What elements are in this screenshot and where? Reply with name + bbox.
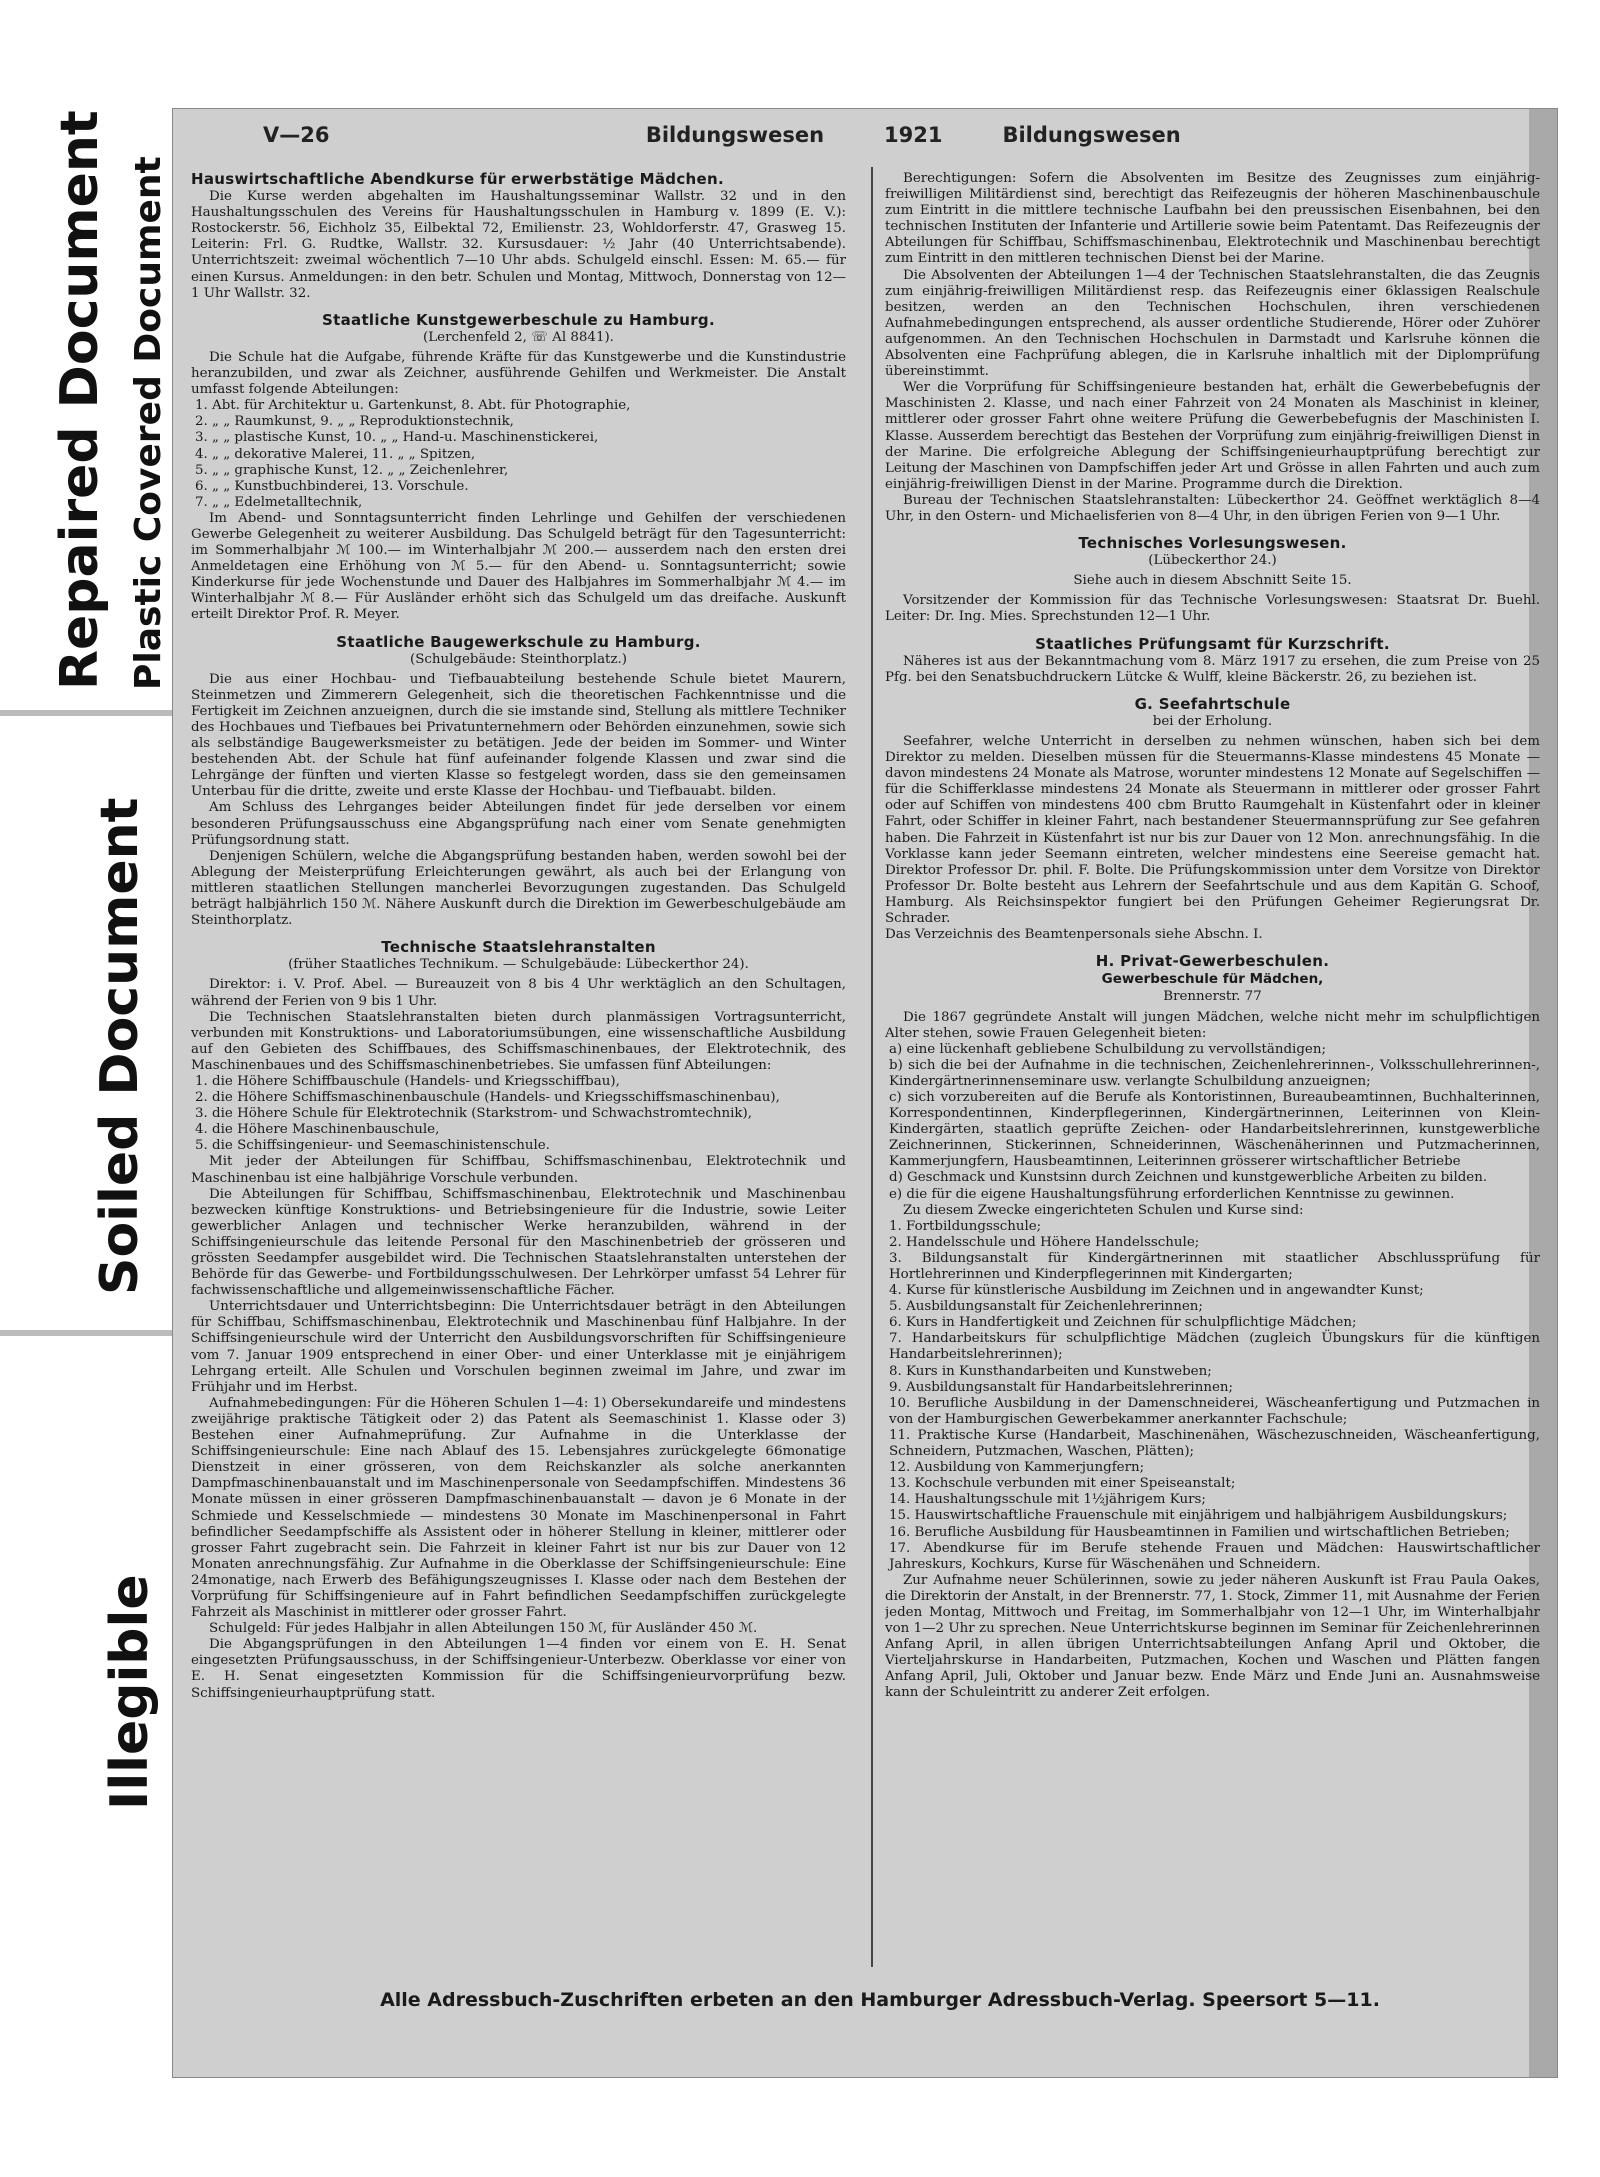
list-item: 14. Haushaltungsschule mit 1½jährigem Kurs;: [889, 1492, 1206, 1508]
list-item: 5. Ausbildungsanstalt für Zeichenlehrerinnen;: [889, 1299, 1203, 1315]
list-item: d) Geschmack und Kunstsinn durch Zeichnen und kunstgewerbliche Arbeiten zu bilden.: [889, 1170, 1488, 1186]
paragraph: Direktor: i. V. Prof. Abel. — Bureauzeit von 8 bis 4 Uhr werktäglich an den Schultagen, während der Ferien von 9 bis 1 Uhr.: [191, 977, 846, 1009]
section-address: Brennerstr. 77: [1163, 989, 1262, 1005]
list-item: 11. Praktische Kurse (Handarbeit, Maschinenähen, Wäschezuschneiden, Wäscheanfertigung, Schneidern, Putzmachen, Waschen, Plätten);: [889, 1427, 1540, 1460]
list-item: 1. Fortbildungsschule;: [889, 1218, 1042, 1234]
section-title: Hauswirtschaftliche Abendkurse für erwerbstätige Mädchen.: [191, 171, 724, 188]
list-item: 7. Handarbeitskurs für schulpflichtige Mädchen (zugleich Übungskurs für die künftigen Handarbeitslehrerinnen);: [889, 1331, 1540, 1363]
label-repaired: Repaired Document: [50, 110, 110, 690]
paragraph: Schulgeld: Für jedes Halbjahr in allen Abteilungen 150 ℳ, für Ausländer 450 ℳ.: [209, 1621, 758, 1637]
list-item: e) die für die eigene Haushaltungsführung erforderlichen Kenntnisse zu gewinnen.: [889, 1186, 1455, 1202]
section-title: Staatliches Prüfungsamt für Kurzschrift.: [1035, 634, 1390, 653]
paragraph: Zu diesem Zwecke eingerichteten Schulen und Kurse sind:: [903, 1202, 1304, 1218]
list-item: 3. die Höhere Schule für Elektrotechnik (Starkstrom- und Schwachstromtechnik),: [195, 1106, 752, 1122]
page-header: [263, 123, 1497, 153]
paragraph: Berechtigungen: Sofern die Absolventen im Besitze des Zeugnisses zum einjährig-freiwilligen Militärdienst sind, berechtigt das Reifezeugnis der höheren Maschinenbauschule zum Eintritt in die mittlere technische Laufbahn bei den preussischen Eisenbahnen, bei den technischen Instituten der Infanterie und Artillerie sowie beim Patentamt. Das Reifezeugnis der Abteilungen für Schiffbau, Schiffsmaschinenbau, Elektrotechnik und Maschinenbau berechtigt zum Eintritt in den mittleren technischen Dienst bei der Marine.: [885, 171, 1540, 267]
paragraph: Die Abgangsprüfungen in den Abteilungen 1—4 finden vor einem von E. H. Senat eingesetzten Prüfungsausschuss, in der Schiffsingenieur-Unterbezw. Oberklasse vor einer von E. H. Senat eingesetzten Kommission für die Schiffsingenieurvorprüfung bezw. Schiffsingenieurhauptprüfung statt.: [191, 1637, 846, 1701]
label-soiled: Soiled Document: [90, 797, 150, 1295]
label-box-repaired: [0, 110, 180, 705]
header-section-right: Bildungswesen: [1002, 123, 1181, 147]
course-list: [885, 1219, 1540, 1573]
right-column: [885, 171, 1540, 1961]
label-box-soiled: [0, 750, 180, 1310]
label-box-illegible: [0, 1430, 180, 1850]
paragraph: Die Abteilungen für Schiffbau, Schiffsmaschinenbau, Elektrotechnik und Maschinenbau bezwecken künftige Konstruktions- und Betriebsingenieure für die Industrie, sowie Leiter gewerblicher Anlagen und technischer Werke heranzubilden, während in der Schiffsingenieurschule das leitende Personal für den Maschinenbetrieb der grösseren und grössten Seedampfer ausgebildet wird. Die Technischen Staatslehranstalten unterstehen der Behörde für das Gewerbe- und Fortbildungsschulwesen. Der Lehrkörper umfasst 54 Lehrer für fachwissenschaftliche und allgemeinwissenschaftliche Fächer.: [191, 1186, 846, 1299]
section-subtitle: (Schulgebäude: Steinthorplatz.): [410, 651, 627, 667]
condition-labels: [0, 0, 180, 2177]
label-illegible: Illegible: [100, 1574, 160, 1810]
section-title: H. Privat-Gewerbeschulen.: [1095, 952, 1330, 971]
paragraph: Die aus einer Hochbau- und Tiefbauabteilung bestehende Schule bietet Maurern, Steinmetzen und Zimmerern Gelegenheit, sich die theoretischen Fachkenntnisse und die Fertigkeit im Zeichnen anzueignen, durch die sie imstande sind, Stellung als mittlere Techniker des Hochbaues und Tiefbaues bei Privatunternehmern oder Behörden einzunehmen, sowie sich als selbständige Baugewerksmeister zu betätigen. Jede der beiden im Sommer- und Winter bestehenden Abt. der Schule hat fünf aufeinander folgende Klassen und zwar sind die Lehrgänge der fünften und vierten Klasse so festgelegt worden, dass sie den gemeinsamen Unterbau für die dritte, zweite und erste Klasse der Hochbau- und Tiefbauabt. bilden.: [191, 671, 846, 800]
header-year: 1921: [884, 123, 943, 147]
list-item: b) sich die bei der Aufnahme in die technischen, Zeichenlehrerinnen-, Volksschullehrerinnen-, Kindergärtnerinnenseminare usw. verlangte Schulbildung anzueignen;: [889, 1057, 1540, 1089]
section-title: Technisches Vorlesungswesen.: [1078, 534, 1347, 553]
list-item: c) sich vorzubereiten auf die Berufe als Kontoristinnen, Bureaubeamtinnen, Buchhalterinnen, Korrespondentinnen, Kinderpflegerinnen, Kindergärtnerinnen, Leiterinnen von Klein-Kindergärten, staatlich geprüfte Zeichen- oder Handarbeitslehrerinnen, kunstgewerbliche Zeichnerinnen, Stickerinnen, Schneiderinnen, Wäschenäherinnen und Putzmacherinnen, Kammerjungfern, Hausbeamtinnen, Leiterinnen grösserer wirtschaftlicher Betriebe: [889, 1089, 1540, 1170]
paragraph: Mit jeder der Abteilungen für Schiffbau, Schiffsmaschinenbau, Elektrotechnik und Maschinenbau ist eine halbjährige Vorschule verbunden.: [191, 1154, 846, 1186]
left-column: [191, 171, 846, 1961]
list-item: 3. „ „ plastische Kunst, 10. „ „ Hand-u. Maschinenstickerei,: [195, 430, 599, 446]
list-item: 17. Abendkurse für im Berufe stehende Frauen und Mädchen: Hauswirtschaftlicher Jahreskurs, Kochkurs, Kurse für Wäschenähen und Schneidern.: [889, 1540, 1540, 1572]
label-separator: [0, 710, 180, 716]
list-item: 2. die Höhere Schiffsmaschinenbauschule (Handels- und Kriegsschiffsmaschinenbau),: [195, 1090, 780, 1106]
list-item: 13. Kochschule verbunden mit einer Speiseanstalt;: [889, 1476, 1236, 1492]
paragraph: Die Schule hat die Aufgabe, führende Kräfte für das Kunstgewerbe und die Kunstindustrie heranzubilden, und zwar als Zeichner, ausführende Gehilfen und Werkmeister. Die Anstalt umfasst folgende Abteilungen:: [191, 349, 846, 398]
page-footer: Alle Adressbuch-Zuschriften erbeten an den Hamburger Adressbuch-Verlag. Speersort 5—11.: [380, 1989, 1380, 2011]
paragraph: Denjenigen Schülern, welche die Abgangsprüfung bestanden haben, werden sowohl bei der Ablegung der Meisterprüfung Erleichterungen gewährt, als auch bei der Erlangung von mittleren staatlichen Stellungen mancherlei Bevorzugungen zugestanden. Das Schulgeld beträgt halbjährlich 150 ℳ. Nähere Auskunft durch die Direktion im Gewerbeschulgebäude am Steinthorplatz.: [191, 848, 846, 929]
department-list: [191, 398, 846, 511]
list-item: 1. die Höhere Schiffbauschule (Handels- und Kriegsschiffbau),: [195, 1073, 620, 1089]
paragraph: Die Technischen Staatslehranstalten bieten durch planmässigen Vortragsunterricht, verbunden mit Konstruktions- und Laboratoriumsübungen, eine wissenschaftliche Ausbildung auf den Gebieten des Schiffbaues, des Schiffsmaschinenbaues, der Elektrotechnik, des Maschinenbaues und des Schiffsmaschinenbetriebes. Sie umfassen fünf Abteilungen:: [191, 1009, 846, 1073]
section-title: Staatliche Kunstgewerbeschule zu Hamburg.: [322, 310, 715, 329]
column-divider: [871, 167, 873, 1967]
paragraph: Die Kurse werden abgehalten im Haushaltungsseminar Wallstr. 32 und in den Haushaltungsschulen des Vereins für Haushaltungsschulen in Hamburg v. 1899 (E. V.): Rostockerstr. 56, Eichholz 35, Eilbektal 72, Emilienstr. 23, Wohldorferstr. 47, Grasweg 15. Leiterin: Frl. G. Rudtke, Wallstr. 32. Kursusdauer: ½ Jahr (40 Unterrichtsabende). Unterrichtszeit: zweimal wöchentlich 7—10 Uhr abds. Schulgeld einschl. Essen: M. 65.— für einen Kursus. Anmeldungen: in den betr. Schulen und Montag, Mittwoch, Donnerstag von 12—1 Uhr Wallstr. 32.: [191, 189, 846, 301]
paragraph: Im Abend- und Sonntagsunterricht finden Lehrlinge und Gehilfen der verschiedenen Gewerbe Gelegenheit zu weiterer Ausbildung. Das Schulgeld beträgt für den Tagesunterricht: im Sommerhalbjahr ℳ 100.— im Winterhalbjahr ℳ 200.— ausserdem nach den ersten drei Anmeldetagen eine Erhöhung von ℳ 5.— für den Abend- u. Sonntagsunterricht; sowie Kinderkurse für jede Wochenstunde und Dauer des Halbjahres im Sommerhalbjahr ℳ 4.— im Winterhalbjahr ℳ 8.— Für Ausländer erhöht sich das Schulgeld um das dreifache. Auskunft erteilt Direktor Prof. R. Meyer.: [191, 510, 846, 623]
paragraph: Vorsitzender der Kommission für das Technische Vorlesungswesen: Staatsrat Dr. Buehl. Leiter: Dr. Ing. Mies. Sprechstunden 12—1 Uhr.: [885, 593, 1540, 625]
section-subtitle: bei der Erholung.: [1152, 713, 1273, 729]
paragraph: Zur Aufnahme neuer Schülerinnen, sowie zu jeder näheren Auskunft ist Frau Paula Oakes, die Direktorin der Anstalt, in der Brennerstr. 77, 1. Stock, Zimmer 11, mit Ausnahme der Ferien jeden Montag, Mittwoch und Freitag, im Sommerhalbjahr von 12—1 Uhr, im Winterhalbjahr von 1—2 Uhr zu sprechen. Neue Unterrichtskurse beginnen im Seminar für Zeichenlehrerinnen Anfang April, in allen übrigen Unterrichtsabteilungen Anfang April und Oktober, die Vierteljahrskurse in Handarbeiten, Putzmachen, Kochen und Waschen und Plätten fangen Anfang April, Juli, Oktober und Januar bezw. Ende März und Ende Juni an. Ausnahmsweise kann der Schuleintritt zu anderer Zeit erfolgen.: [885, 1572, 1540, 1701]
list-item: 16. Berufliche Ausbildung für Hausbeamtinnen in Familien und wirtschaftlichen Betrieben;: [889, 1524, 1510, 1540]
paragraph: Näheres ist aus der Bekanntmachung vom 8. März 1917 zu ersehen, die zum Preise von 25 Pfg. bei den Senatsbuchdruckern Lütcke & Wulff, kleine Bäckerstr. 26, zu beziehen ist.: [885, 653, 1540, 685]
paragraph: Die Absolventen der Abteilungen 1—4 der Technischen Staatslehranstalten, die das Zeugnis zum einjährig-freiwilligen Militärdienst resp. das Reifezeugnis einer 6klassigen Realschule besitzen, werden an den Technischen Hochschulen, ihren verschiedenen Aufnahmebedingungen entsprechend, als ausser ordentliche Studierende, Hörer oder Zuhörer aufgenommen. An den Technischen Hochschulen in Darmstadt und Karlsruhe können die Absolventen eine Fachprüfung ablegen, die in Karlsruhe inhaltlich mit der Diplomprüfung übereinstimmt.: [885, 267, 1540, 380]
paragraph: Bureau der Technischen Staatslehranstalten: Lübeckerthor 24. Geöffnet werktäglich 8—4 Uhr, in den Ostern- und Michaelisferien von 8—4 Uhr, in den übrigen Ferien von 9—1 Uhr.: [885, 492, 1540, 524]
section-title: G. Seefahrtschule: [1134, 694, 1291, 713]
section-subtitle: (Lübeckerthor 24.): [1148, 553, 1277, 569]
list-item: 12. Ausbildung von Kammerjungfern;: [889, 1460, 1145, 1476]
paragraph: Die 1867 gegründete Anstalt will jungen Mädchen, welche nicht mehr im schulpflichtigen Alter stehen, sowie Frauen Gelegenheit bieten:: [885, 1009, 1540, 1041]
scanned-page: [172, 108, 1558, 2078]
list-item: 2. Handelsschule und Höhere Handelsschule;: [889, 1234, 1200, 1250]
paragraph: Seefahrer, welche Unterricht in derselben zu nehmen wünschen, haben sich bei dem Direktor zu melden. Dieselben müssen für die Steuermanns-Klasse mindestens 45 Monate — davon mindestens 24 Monate als Matrose, worunter mindestens 12 Monate auf Segelschiffen — für die Schifferklasse mindestens 24 Monate als Steuermann in mittlerer oder grosser Fahrt oder auf Schiffen von mindestens 400 cbm Brutto Raumgehalt in Küstenfahrt oder in kleiner Fahrt, oder Schiffer in kleiner Fahrt, nach bestandener Steuermannsprüfung zur See gefahren haben. Die Fahrzeit in Küstenfahrt ist nur bis zur Dauer von 12 Mon. anrechnungsfähig. In die Vorklasse kann jeder Seemann eintreten, welcher mindestens eine Seereise gemacht hat. Direktor Professor Dr. phil. F. Bolte. Die Prüfungskommission unter dem Vorsitze von Direktor Professor Dr. Bolte besteht aus Lehrern der Seefahrtschule und aus dem Kapitän G. Schoof, Hamburg. Als Reichsinspektor fungiert bei den Prüfungen Geheimer Regierungsrat Dr. Schrader.: [885, 734, 1540, 927]
purpose-list: [885, 1042, 1540, 1203]
list-item: 5. „ „ graphische Kunst, 12. „ „ Zeichenlehrer,: [195, 462, 509, 478]
paragraph: Wer die Vorprüfung für Schiffsingenieure bestanden hat, erhält die Gewerbebefugnis der Maschinisten 2. Klasse, und nach einer Fahrzeit von 24 Monaten als Maschinist in kleiner, mittlerer oder grosser Fahrt ohne weitere Prüfung die Gewerbebefugnis der Maschinisten I. Klasse. Ausserdem berechtigt das Bestehen der Vorprüfung zum einjährig-freiwilligen Dienst in der Marine. Die erfolgreiche Ablegung der Schiffsingenieurhauptprüfung berechtigt zur Leitung der Maschinen von Dampfschiffen jeder Art und Grösse in allen Fahrten und auch zum einjährig-freiwilligen Dienst in der Marine. Programme durch die Direktion.: [885, 380, 1540, 492]
section-title: Technische Staatslehranstalten: [381, 938, 656, 957]
list-item: 6. Kurs in Handfertigkeit und Zeichnen für schulpflichtige Mädchen;: [889, 1315, 1357, 1331]
paragraph: Unterrichtsdauer und Unterrichtsbeginn: Die Unterrichtsdauer beträgt in den Abteilungen für Schiffbau, Schiffsmaschinenbau, Elektrotechnik und Maschinenbau fünf Halbjahre. In der Schiffsingenieurschule wird der Unterricht den Ausbildungsvorschriften für Schiffsingenieure vom 7. Januar 1909 entsprechend in einer Ober- und einer Unterklasse mit je einjährigem Lehrgang erteilt. Alle Schulen und Vorschulen beginnen zweimal im Jahre, und zwar im Frühjahr und im Herbst.: [191, 1299, 846, 1395]
department-list: [191, 1074, 846, 1154]
list-item: 4. die Höhere Maschinenbauschule,: [195, 1122, 440, 1138]
list-item: 8. Kurs in Kunsthandarbeiten und Kunstweben;: [889, 1363, 1212, 1379]
paragraph: Aufnahmebedingungen: Für die Höheren Schulen 1—4: 1) Obersekundareife und mindestens zweijährige praktische Tätigkeit oder 2) das Patent als Seemaschinist 1. Klasse oder 3) Bestehen einer Aufnahmeprüfung. Zur Aufnahme in die Unterklasse der Schiffsingenieurschule: Eine nach Ablauf des 15. Lebensjahres zurückgelegte 66monatige Dienstzeit in einer grösseren, von dem Reichskanzler als solche anerkannten Dampfmaschinenbauanstalt und im Maschinenpersonale von Seedampfschiffen. Mindestens 36 Monate müssen in einer grösseren Dampfmaschinenbauanstalt — davon je 6 Monate in der Schmiede und Kesselschmiede — mindestens 30 Monate im Maschinenpersonal in Fahrt befindlicher Seedampfschiffe als Assistent oder in höherer Stellung in kleiner, mittlerer oder grosser Fahrt zugebracht sein. Die Fahrzeit in kleiner Fahrt ist nur bis zur Dauer von 12 Monaten anrechnungsfähig. Zur Aufnahme in die Oberklasse der Schiffsingenieurschule: Eine 24monatige, nach Erwerb des Befähigungszeugnisses I. Klasse oder nach dem Bestehen der Vorprüfung für Schiffsingenieure auf in Fahrt befindlichen Seedampfschiffen zurückgelegte Fahrzeit als Maschinist in mittlerer oder grosser Fahrt.: [191, 1395, 846, 1621]
list-item: 9. Ausbildungsanstalt für Handarbeitslehrerinnen;: [889, 1379, 1234, 1395]
list-item: 6. „ „ Kunstbuchbinderei, 13. Vorschule.: [195, 478, 469, 494]
list-item: 4. „ „ dekorative Malerei, 11. „ „ Spitzen,: [195, 446, 476, 462]
list-item: a) eine lückenhaft gebliebene Schulbildung zu vervollständigen;: [889, 1041, 1326, 1057]
list-item: 3. Bildungsanstalt für Kindergärtnerinnen mit staatlicher Abschlussprüfung für Hortlehrerinnen und Kinderpflegerinnen mit Kindergarten;: [889, 1250, 1540, 1282]
section-note: Siehe auch in diesem Abschnitt Seite 15.: [1073, 573, 1352, 589]
list-item: 5. die Schiffsingenieur- und Seemaschinistenschule.: [195, 1138, 550, 1154]
list-item: 4. Kurse für künstlerische Ausbildung im Zeichnen und in angewandter Kunst;: [889, 1283, 1424, 1299]
list-item: 1. Abt. für Architektur u. Gartenkunst, 8. Abt. für Photographie,: [195, 398, 631, 414]
section-subtitle: (früher Staatliches Technikum. — Schulgebäude: Lübeckerthor 24).: [288, 957, 749, 973]
label-plastic-covered: Plastic Covered Document: [128, 156, 169, 690]
list-item: 2. „ „ Raumkunst, 9. „ „ Reproduktionstechnik,: [195, 414, 514, 430]
page-number: V—26: [263, 123, 330, 147]
section-subtitle: Gewerbeschule für Mädchen,: [1101, 971, 1324, 988]
list-item: 10. Berufliche Ausbildung in der Damenschneiderei, Wäscheanfertigung und Putzmachen in von der Hamburgischen Gewerbekammer anerkannter Fachschule;: [889, 1395, 1540, 1427]
paragraph: Das Verzeichnis des Beamtenpersonals siehe Abschn. I.: [885, 927, 1263, 943]
label-separator: [0, 1330, 180, 1336]
header-section-left: Bildungswesen: [645, 123, 825, 147]
list-item: 7. „ „ Edelmetalltechnik,: [195, 494, 363, 510]
list-item: 15. Hauswirtschaftliche Frauenschule mit einjährigem und halbjährigem Ausbildungskurs;: [889, 1508, 1508, 1524]
section-subtitle: (Lerchenfeld 2, ☏ Al 8841).: [423, 329, 614, 345]
paragraph: Am Schluss des Lehrganges beider Abteilungen findet für jede derselben vor einem besonderen Prüfungsausschuss eine Abgangsprüfung nach einer vom Senate genehmigten Prüfungsordnung statt.: [191, 800, 846, 848]
section-title: Staatliche Baugewerkschule zu Hamburg.: [336, 632, 701, 651]
